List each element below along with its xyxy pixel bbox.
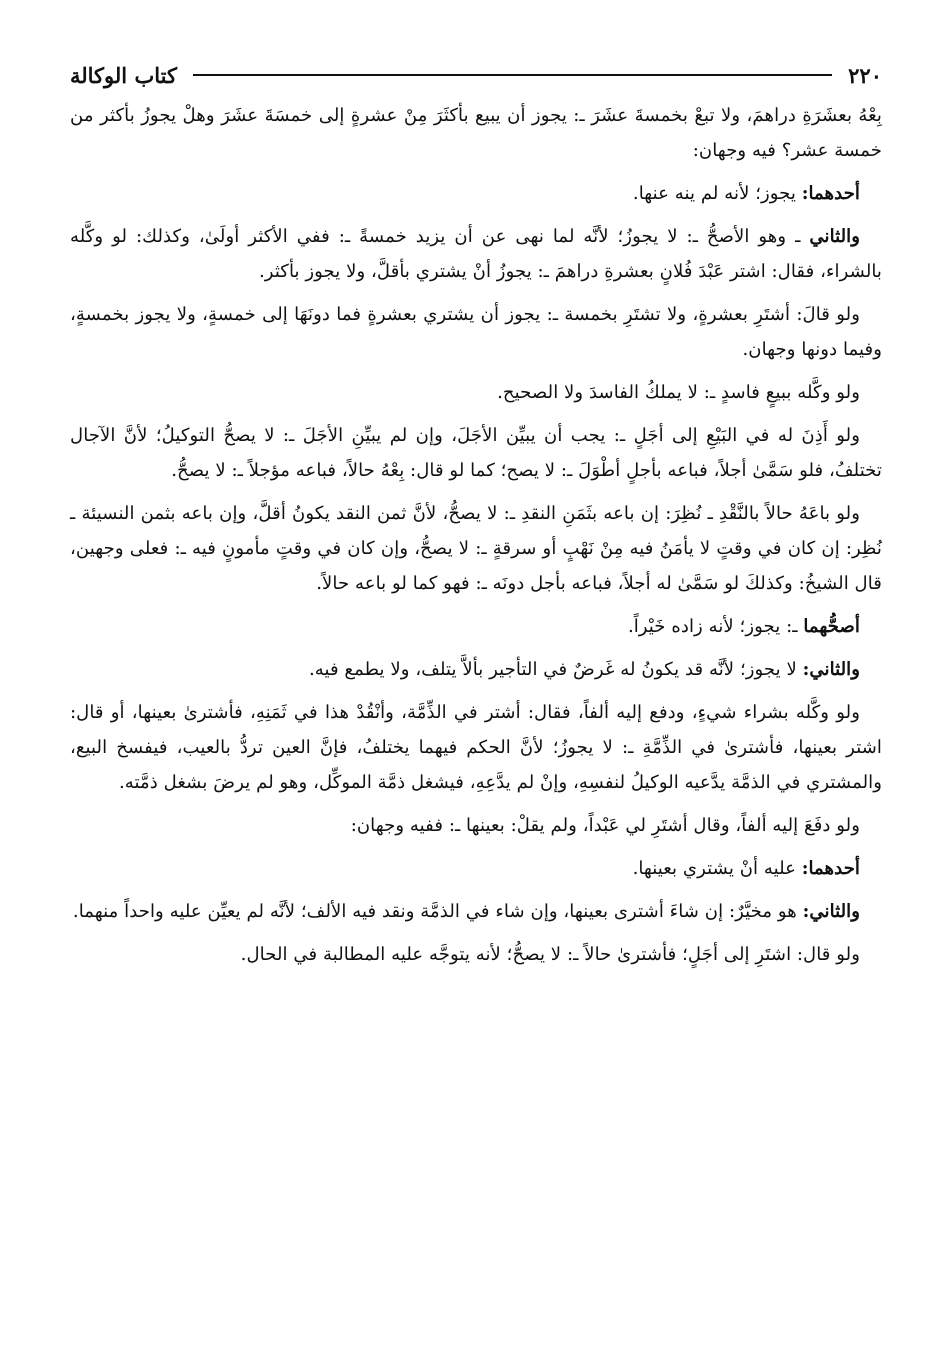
paragraph-text: ولو أَذِنَ له في البَيْعِ إلى أجَلٍ ـ: يجب أن يبيِّن الأجَلَ، وإن لم يبيِّنِ الأجَلَ ـ: لا يصحُّ التوكيلُ؛ لأنَّ الآجال تختلفُ، فلو سَمَّىٰ أجلاً، فباعه بأجلٍ أطْوَلَ ـ: لا يصح؛ كما لو قال: بِعْهُ حالاً، فباعه مؤجلاً ـ: لا يصحُّ. — [70, 425, 882, 481]
paragraph-12 — [70, 851, 882, 886]
paragraph-10 — [70, 695, 882, 800]
paragraph-text: ولو قال: اشتَرِ إلى أجَلٍ؛ فأشترىٰ حالاً ـ: لا يصحُّ؛ لأنه يتوجَّه عليه المطالبة في الحال. — [240, 944, 860, 965]
paragraph-lead: والثاني: — [802, 901, 860, 922]
paragraph-6 — [70, 418, 882, 488]
paragraph-14 — [70, 937, 882, 972]
paragraph-text: ولو قالَ: أشتَرِ بعشرةٍ، ولا تشتَرِ بخمسة ـ: يجوز أن يشتري بعشرةٍ فما دونَهَا إلى خمسةٍ، ولا يجوز بخمسةٍ، وفيما دونها وجهان. — [70, 304, 882, 360]
running-header — [70, 58, 882, 92]
paragraph-13 — [70, 894, 882, 929]
paragraph-lead: والثاني — [809, 226, 860, 247]
paragraph-text: ـ: يجوز؛ لأنه زاده خَيْراً. — [627, 616, 804, 637]
paragraph-3 — [70, 219, 882, 289]
page-number: ٢٢٠ — [848, 62, 882, 88]
book-title: كتاب الوكالة — [70, 62, 177, 88]
paragraph-text: لا يجوز؛ لأنَّه قد يكونُ له غَرضٌ في التأجير بألاَّ يتلف، ولا يطمع فيه. — [308, 659, 803, 680]
paragraph-8 — [70, 609, 882, 644]
paragraph-text: ولو باعَهُ حالاً بالنَّقْدِ ـ نُظِرَ: إن باعه بثَمَنِ النقدِ ـ: لا يصحُّ، لأنَّ ثمن النقد يكونُ أقلَّ، وإن باعه بثمن النسيئة ـ نُظِر: إن كان في وقتٍ لا يأمَنُ فيه مِنْ نَهْبٍ أو سرقةٍ ـ: لا يصحُّ، وإن كان في وقتٍ مأمونٍ فيه ـ: فعلى وجهين، قال الشيخُ: وكذلكَ لو سَمَّىٰ له أجلاً، فباعه بأجل دونَه ـ: فهو كما لو باعه حالاً. — [70, 503, 882, 594]
paragraph-4 — [70, 297, 882, 367]
paragraph-text: يجوز؛ لأنه لم ينه عنها. — [632, 183, 802, 204]
paragraph-lead: والثاني: — [802, 659, 860, 680]
paragraph-lead: أحدهما: — [801, 183, 860, 204]
paragraph-9 — [70, 652, 882, 687]
paragraph-text: ولو وكَّله بشراء شيءٍ، ودفع إليه ألفاً، فقال: أشتر في الذِّمَّة، وأنْقُدْ هذا في ثَمَنِهِ، فأشترىٰ بعينها، أو قال: اشتر بعينها، فأشترىٰ في الذِّمَّةِ ـ: لا يجوزُ؛ لأنَّ الحكم فيهما يختلفُ، فإنَّ العين تردُّ بالعيب، فيفسخ البيع، والمشتري في الذمَّة يدَّعيه الوكيلُ لنفسِهِ، وإنْ لم يدَّعِهِ، فيشغل ذمَّة الموكِّل، وهو لم يرضَ بشغل ذمَّته. — [70, 702, 882, 793]
header-rule — [193, 74, 832, 76]
paragraph-text: ولو وكَّله ببيعٍ فاسدٍ ـ: لا يملكُ الفاسدَ ولا الصحيح. — [497, 382, 860, 403]
paragraph-text: ولو دفَعَ إليه ألفاً، وقال أشتَرِ لي عَبْداً، ولم يقلْ: بعينها ـ: ففيه وجهان: — [350, 815, 860, 836]
paragraph-text: بِعْهُ بعشَرَةِ دراهمَ، ولا تبعْ بخمسةَ عشَرَ ـ: يجوز أن يبيع بأكثَرَ مِنْ عشرةٍ إلى خمسَةَ عشَرَ وهلْ يجوزُ بأكثر من خمسة عشر؟ فيه وجهان: — [70, 105, 882, 161]
paragraph-5 — [70, 375, 882, 410]
paragraph-lead: أصحُّهما — [803, 616, 860, 637]
paragraph-text: هو مخيَّرٌ: إن شاءَ أشترى بعينها، وإن شاء في الذمَّة ونقد فيه الألف؛ لأنَّه لم يعيِّن عليه واحداً منهما. — [72, 901, 803, 922]
paragraph-2 — [70, 176, 882, 211]
page-body — [70, 98, 882, 972]
paragraph-7 — [70, 496, 882, 601]
book-page — [70, 58, 882, 1348]
paragraph-text: عليه أنْ يشتري بعينها. — [632, 858, 802, 879]
paragraph-1 — [70, 98, 882, 168]
paragraph-lead: أحدهما: — [801, 858, 860, 879]
paragraph-text: ـ وهو الأصحُّ ـ: لا يجوزُ؛ لأنَّه لما نهى عن أن يزيد خمسةً ـ: ففي الأكثر أولَىٰ، وكذلك: لو وكَّله بالشراء، فقال: اشتر عَبْدَ فُلانٍ بعشرةِ دراهمَ ـ: يجوزُ أنْ يشتري بأقلَّ، ولا يجوز بأكثر. — [70, 226, 882, 282]
paragraph-11 — [70, 808, 882, 843]
